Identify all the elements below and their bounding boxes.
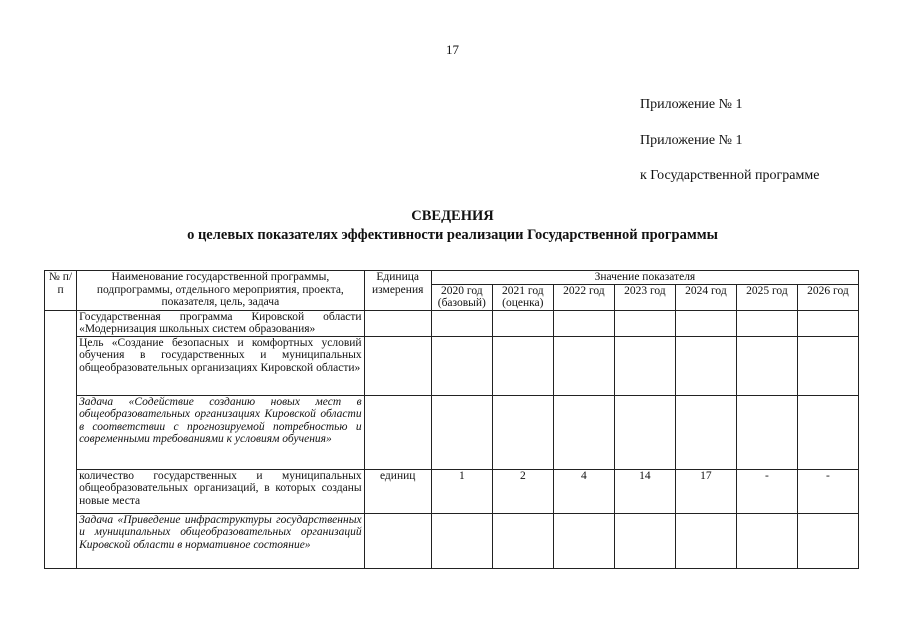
- header-year-2024: 2024 год: [675, 284, 736, 310]
- indicators-table: [44, 270, 859, 569]
- value-cell: [553, 336, 614, 395]
- value-cell: 4: [553, 469, 614, 513]
- value-cell: [797, 513, 858, 568]
- value-cell: [492, 513, 553, 568]
- value-cell: [492, 310, 553, 336]
- value-cell: [614, 336, 675, 395]
- value-cell: [431, 395, 492, 469]
- row-name-cell: количество государственных и муниципальных общеобразовательных организаций, в которых созданы новые места: [77, 469, 365, 513]
- header-year-2026: 2026 год: [797, 284, 858, 310]
- row-unit-cell: [364, 310, 431, 336]
- row-number-cell: [45, 310, 77, 568]
- value-cell: [797, 336, 858, 395]
- annex-label-repeat: Приложение № 1: [640, 133, 743, 148]
- value-cell: [553, 310, 614, 336]
- table-row-task: [45, 513, 859, 568]
- row-name-cell: Задача «Содействие созданию новых мест в общеобразовательных организациях Кировской области в соответствии с прогнозируемой потребностью и современными требованиями к условиям обучения»: [77, 395, 365, 469]
- value-cell: 1: [431, 469, 492, 513]
- value-cell: [492, 336, 553, 395]
- value-cell: [614, 310, 675, 336]
- annex-reference: к Государственной программе: [640, 168, 820, 183]
- value-cell: 17: [675, 469, 736, 513]
- annex-label: Приложение № 1: [640, 97, 743, 112]
- row-unit-cell: единиц: [364, 469, 431, 513]
- value-cell: [614, 513, 675, 568]
- header-values-group: Значение показателя: [431, 271, 858, 285]
- value-cell: [492, 395, 553, 469]
- document-subtitle: о целевых показателях эффективности реализации Государственной программы: [187, 227, 718, 243]
- header-year-2022: 2022 год: [553, 284, 614, 310]
- header-year-2025: 2025 год: [736, 284, 797, 310]
- value-cell: [431, 310, 492, 336]
- row-name-cell: Задача «Приведение инфраструктуры государственных и муниципальных общеобразовательных организаций Кировской области в нормативное состояние»: [77, 513, 365, 568]
- value-cell: 2: [492, 469, 553, 513]
- value-cell: [736, 336, 797, 395]
- value-cell: [797, 310, 858, 336]
- value-cell: [797, 395, 858, 469]
- table-row-program: [45, 310, 859, 336]
- header-unit: Единица измерения: [364, 271, 431, 311]
- header-year-2020: 2020 год (базовый): [431, 284, 492, 310]
- value-cell: -: [736, 469, 797, 513]
- row-name-cell: Государственная программа Кировской области «Модернизация школьных систем образования»: [77, 310, 365, 336]
- value-cell: [553, 395, 614, 469]
- table-row-indicator: [45, 469, 859, 513]
- value-cell: 14: [614, 469, 675, 513]
- value-cell: [675, 513, 736, 568]
- header-year-2023: 2023 год: [614, 284, 675, 310]
- header-year-2021: 2021 год (оценка): [492, 284, 553, 310]
- row-unit-cell: [364, 336, 431, 395]
- value-cell: [736, 310, 797, 336]
- value-cell: [431, 336, 492, 395]
- page-number: 17: [446, 42, 459, 57]
- table-row-task: [45, 395, 859, 469]
- value-cell: [675, 310, 736, 336]
- document-title: СВЕДЕНИЯ: [411, 208, 494, 224]
- row-unit-cell: [364, 513, 431, 568]
- value-cell: -: [797, 469, 858, 513]
- row-unit-cell: [364, 395, 431, 469]
- value-cell: [675, 336, 736, 395]
- value-cell: [675, 395, 736, 469]
- header-name: Наименование государственной программы, подпрограммы, отдельного мероприятия, проекта, показателя, цель, задача: [77, 271, 365, 311]
- row-name-cell: Цель «Создание безопасных и комфортных условий обучения в государственных и муниципальных общеобразовательных организациях Кировской области»: [77, 336, 365, 395]
- value-cell: [614, 395, 675, 469]
- table-row-goal: [45, 336, 859, 395]
- value-cell: [736, 513, 797, 568]
- value-cell: [553, 513, 614, 568]
- value-cell: [431, 513, 492, 568]
- header-number: № п/п: [45, 271, 77, 311]
- value-cell: [736, 395, 797, 469]
